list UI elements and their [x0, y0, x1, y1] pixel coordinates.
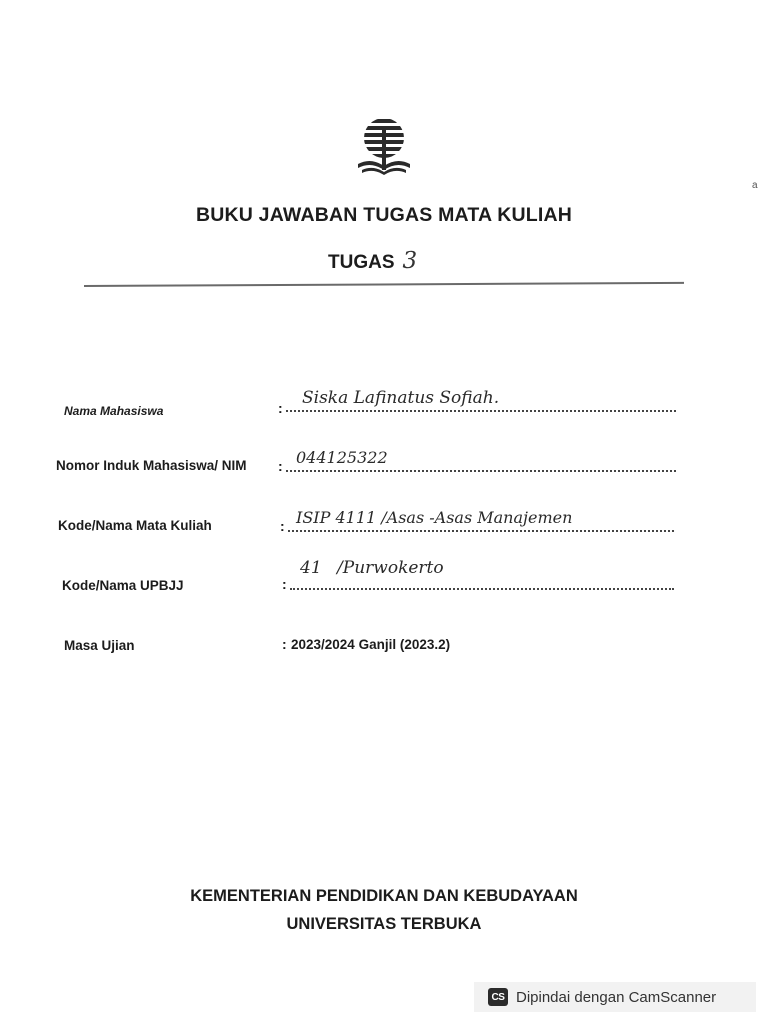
tugas-heading [328, 248, 417, 274]
field-row-nama [0, 388, 768, 428]
field-row-upbjj [0, 558, 768, 604]
field-dotted-line [286, 410, 676, 412]
field-row-nim [0, 446, 768, 486]
footer-university: UNIVERSITAS TERBUKA [286, 915, 482, 933]
footer-ministry: KEMENTERIAN PENDIDIKAN DAN KEBUDAYAAN [190, 887, 578, 905]
camscanner-icon: CS [488, 988, 508, 1006]
field-label-masa-ujian: Masa Ujian [64, 638, 135, 653]
camscanner-watermark [474, 982, 756, 1012]
tugas-number: 3 [402, 248, 418, 274]
field-colon: : [278, 458, 283, 474]
field-value-masa-ujian: 2023/2024 Ganjil (2023.2) [291, 637, 451, 652]
field-colon: : [280, 518, 285, 534]
universitas-terbuka-logo-icon [352, 114, 416, 178]
field-label-nama: Nama Mahasiswa [64, 404, 164, 418]
field-label-nim: Nomor Induk Mahasiswa/ NIM [56, 458, 247, 473]
field-value-upbjj: 41 /Purwokerto [300, 558, 444, 578]
field-colon: : [282, 576, 287, 592]
field-dotted-line [290, 588, 674, 590]
stray-mark: a [752, 180, 758, 191]
field-dotted-line [288, 530, 674, 532]
field-colon: : [282, 636, 287, 652]
field-value-nim: 044125322 [296, 448, 388, 467]
field-row-mata-kuliah [0, 506, 768, 546]
page-title: BUKU JAWABAN TUGAS MATA KULIAH [195, 204, 573, 226]
field-label-mata-kuliah: Kode/Nama Mata Kuliah [58, 518, 212, 533]
field-colon: : [278, 400, 283, 416]
field-value-nama: Siska Lafinatus Sofiah. [302, 388, 500, 408]
field-row-masa-ujian [0, 628, 768, 668]
field-label-upbjj: Kode/Nama UPBJJ [62, 578, 184, 593]
camscanner-text: Dipindai dengan CamScanner [516, 988, 717, 1006]
field-value-mata-kuliah: ISIP 4111 /Asas -Asas Manajemen [296, 508, 573, 527]
header-divider [84, 282, 684, 287]
field-dotted-line [286, 470, 676, 472]
tugas-label: TUGAS [328, 252, 395, 273]
